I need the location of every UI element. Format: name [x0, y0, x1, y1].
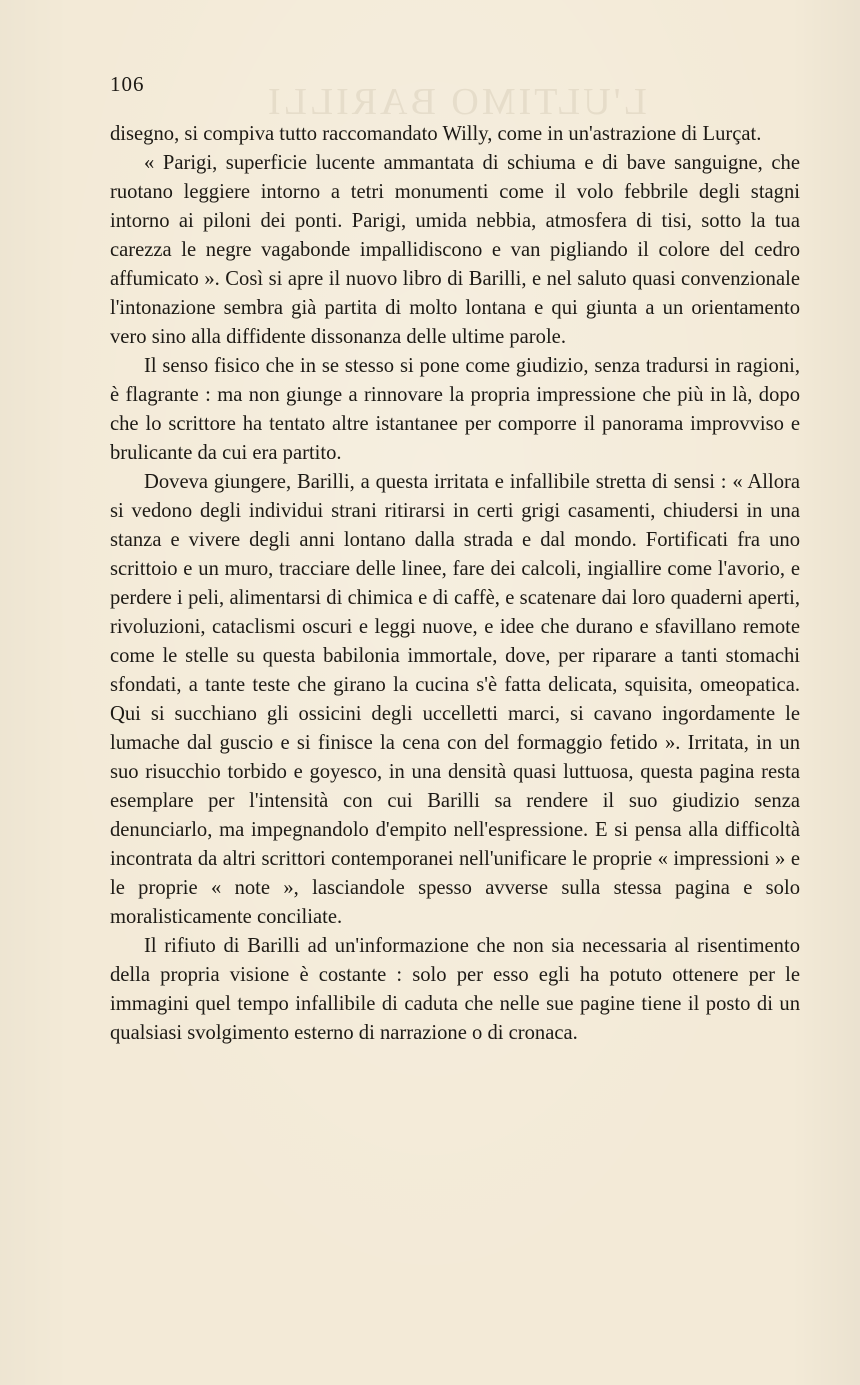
paragraph-doveva-giungere: Doveva giungere, Barilli, a questa irritata e infallibile stretta di sensi : « Allora si vedono degli individui strani ritirarsi in certi grigi casamenti, chiudersi in una stanza e vivere degli anni lontano dalla strada e dal mondo. Fortificati fra uno scrittoio e un muro, tracciare delle linee, fare dei calcoli, ingiallire come l'avorio, e perdere i peli, alimentarsi di chimica e di caffè, e scatenare dai loro quaderni aperti, rivoluzioni, cataclismi oscuri e leggi nuove, e idee che durano e sfavillano remote come le stelle su questa babilonia immortale, dove, per riparare a tanti stomachi sfondati, a tante teste che girano la cucina s'è fatta delicata, squisita, omeopatica. Qui si succhiano gli ossicini degli uccelletti marci, si cavano ingordamente le lumache dal guscio e si finisce la cena con del formaggio fetido ». Irritata, in un suo risucchio torbido e goyesco, in una densità quasi luttuosa, questa pagina resta esemplare per l'intensità con cui Barilli sa rendere il suo giudizio senza denunciarlo, ma impegnandolo d'empito nell'espressione. E si pensa alla difficoltà incontrata da altri scrittori contemporanei nell'unificare le proprie « impressioni » e le proprie « note », lasciandole spesso avverse sulla stessa pagina e solo moralisticamente conciliate.: [110, 471, 800, 928]
paragraph-senso-fisico: Il senso fisico che in se stesso si pone come giudizio, senza tradursi in ragioni, è flagrante : ma non giunge a rinnovare la propria impressione che più in là, dopo che lo scrittore ha tentato altre istantanee per comporre il panorama improvviso e brulicante da cui era partito.: [110, 355, 800, 464]
paragraph-rifiuto: Il rifiuto di Barilli ad un'informazione che non sia necessaria al risentimento della propria visione è costante : solo per esso egli ha potuto ottenere per le immagini quel tempo infallibile di caduta che nelle sue pagine tiene il posto di un qualsiasi svolgimento esterno di narrazione o di cronaca.: [110, 935, 800, 1044]
body-text: [110, 120, 800, 1048]
paragraph-parigi-quote: « Parigi, superficie lucente ammantata di schiuma e di bave sanguigne, che ruotano leggiere intorno a tetri monumenti come il volo febbrile degli stagni intorno ai piloni dei ponti. Parigi, umida nebbia, atmosfera di tisi, sotto la tua carezza le negre vagabonde impallidiscono e van pigliando il colore del cedro affumicato ». Così si apre il nuovo libro di Barilli, e nel saluto quasi convenzionale l'intonazione sembra già partita di molto lontana e qui giunta a un orientamento vero sino alla diffidente dissonanza delle ultime parole.: [110, 152, 800, 348]
page-number: 106: [110, 72, 145, 96]
show-through-header: L'ULTIMO BARILLI: [265, 81, 647, 123]
paragraph-continuation: disegno, si compiva tutto raccomandato Willy, come in un'astrazione di Lurçat.: [110, 123, 762, 145]
